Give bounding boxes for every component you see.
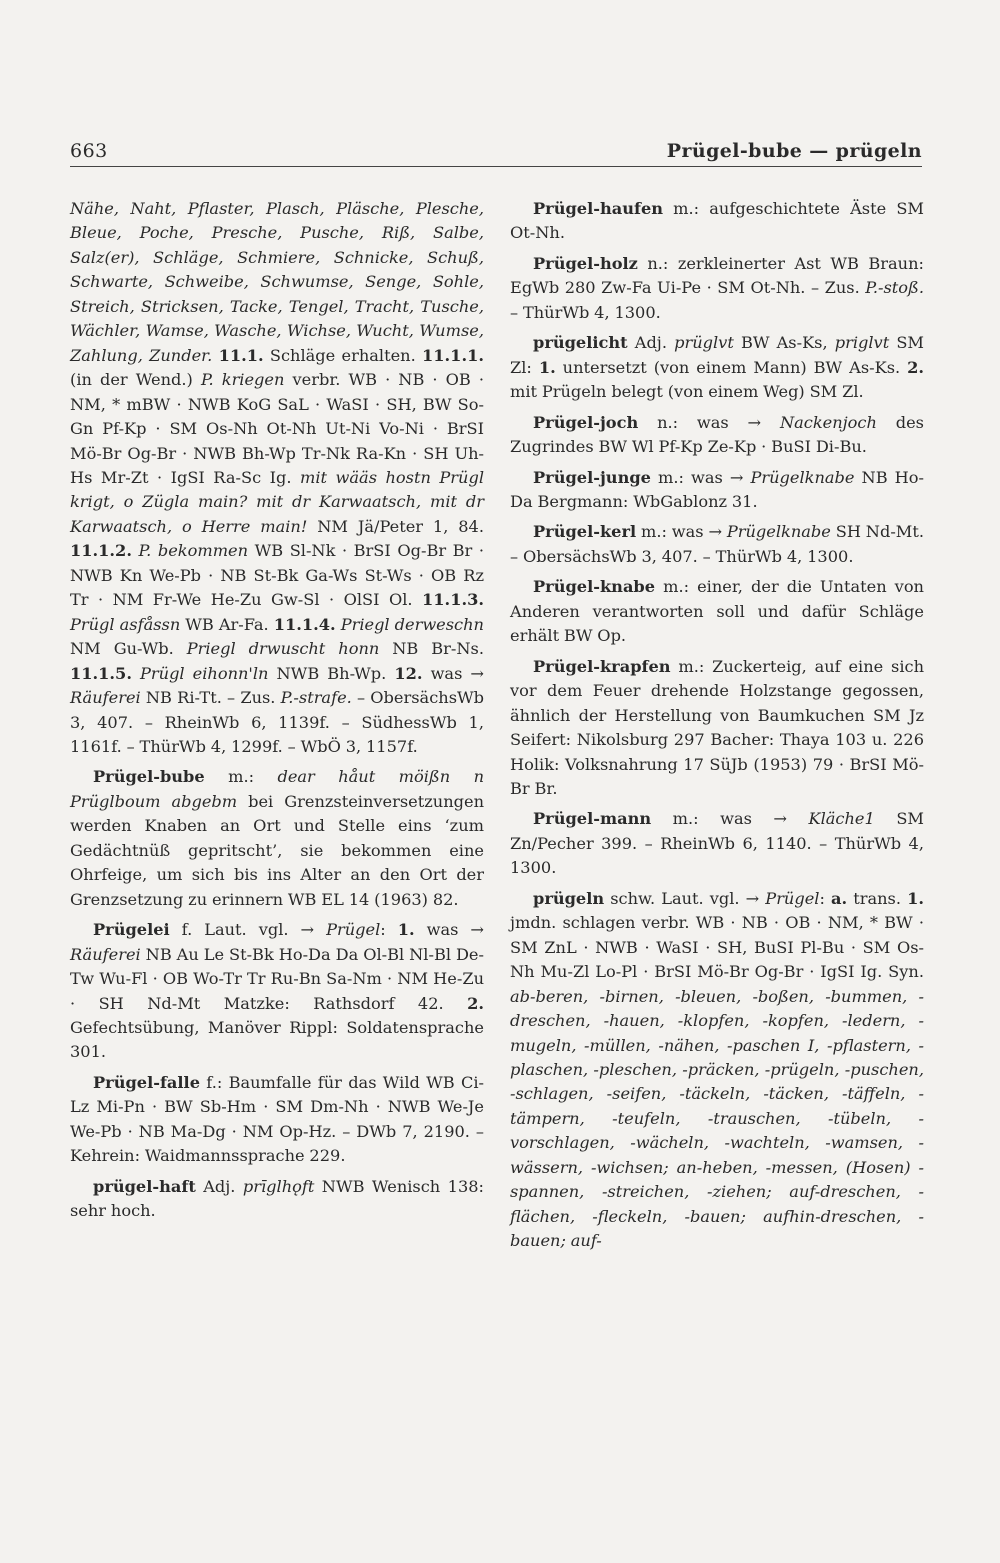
dictionary-entry: Prügel-joch n.: was → Nackenjoch des Zugrindes BW Wl Pf-Kp Ze-Kp · BuSI Di-Bu. xyxy=(510,412,924,457)
dictionary-entry: Prügel-junge m.: was → Prügelknabe NB Ho-Da Bergmann: WbGablonz 31. xyxy=(510,467,924,511)
dictionary-entry: Prügel-falle f.: Baumfalle für das Wild WB Ci-Lz Mi-Pn · BW Sb-Hm · SM Dm-Nh · NWB We-Je We-Pb · NB Ma-Dg · NM Op-Hz. – DWb 7, 2190. – Kehrein: Waidmannssprache 229. xyxy=(70,1072,484,1166)
dictionary-entry: prügeln schw. Laut. vgl. → Prügel: a. trans. 1. jmdn. schlagen verbr. WB · NB · OB · NM, * BW · SM ZnL · NWB · WaSI · SH, BuSI Pl-Bu · SM Os-Nh Mu-Zl Lo-Pl · BrSI Mö-Br Og-Br · IgSI Ig. Syn. ab-beren, -birnen, -bleuen, -boßen, -bummen, -dreschen, -hauen, -klopfen, -kopfen, -ledern, -mugeln, -müllen, -nähen, -paschen I, -pflastern, -plaschen, -pleschen, -präcken, -prügeln, -puschen, -schlagen, -seifen, -täckeln, -täcken, -täffeln, -tämpern, -teufeln, -trauschen, -tübeln, -vorschlagen, -wächeln, -wachteln, -wamsen, -wässern, -wichsen; an-heben, -messen, (Hosen) -spannen, -streichen, -ziehen; auf-dreschen, -flächen, -fleckeln, -bauen; aufhin-dreschen, -bauen; auf- xyxy=(510,888,924,1251)
dictionary-entry: Prügel-holz n.: zerkleinerter Ast WB Braun: EgWb 280 Zw-Fa Ui-Pe · SM Ot-Nh. – Zus. P.-stoß. – ThürWb 4, 1300. xyxy=(510,253,924,322)
dictionary-entry: Prügel-kerl m.: was → Prügelknabe SH Nd-Mt. – ObersächsWb 3, 407. – ThürWb 4, 1300. xyxy=(510,522,925,566)
dictionary-entry: Prügel-bube m.: dear håut möißn n Prüglboum abgebm bei Grenzsteinversetzungen werden Knaben an Ort und Stelle eins ‘zum Gedächtnüß gepritscht’, sie bekommen eine Ohrfeige, um sich bis ins Alter an den Ort der Grenzsetzung zu erinnern WB EL 14 (1963) 82. xyxy=(70,767,485,909)
page-number: 663 xyxy=(70,140,108,162)
header-rule xyxy=(70,166,922,167)
running-title: Prügel-bube — prügeln xyxy=(666,140,922,162)
dictionary-entry: prügel-haft Adj. prīglhǫft NWB Wenisch 138: sehr hoch. xyxy=(70,1176,484,1221)
dictionary-entry: Prügel-knabe m.: einer, der die Untaten von Anderen verantworten soll und dafür Schläge erhält BW Op. xyxy=(510,577,924,646)
entry-continuation: Nähe, Naht, Pflaster, Plasch, Pläsche, Plesche, Bleue, Poche, Presche, Pusche, Riß, Salbe, Salz(er), Schläge, Schmiere, Schnicke, Schuß, Schwarte, Schweibe, Schwumse, Senge, Sohle, Streich, Stricksen, Tacke, Tengel, Tracht, Tusche, Wächler, Wamse, Wasche, Wichse, Wucht, Wumse, Zahlung, Zunder. 11.1. Schläge erhalten. 11.1.1. (in der Wend.) P. kriegen verbr. WB · NB · OB · NM, * mBW · NWB KoG SaL · WaSI · SH, BW So-Gn Pf-Kp · SM Os-Nh Ot-Nh Ut-Ni Vo-Ni · BrSI Mö-Br Og-Br · NWB Bh-Wp Tr-Nk Ra-Kn · SH Uh-Hs Mr-Zt · IgSI Ra-Sc Ig. mit wääs hostn Prügl krigt, o Zügla main? mit dr Karwaatsch, mit dr Karwaatsch, o Herre main! NM Jä/Peter 1, 84. 11.1.2. P. bekommen WB Sl-Nk · BrSI Og-Br Br · NWB Kn We-Pb · NB St-Bk Ga-Ws St-Ws · OB Rz Tr · NM Fr-We He-Zu Gw-Sl · OlSI Ol. 11.1.3. Prügl asfåssn WB Ar-Fa. 11.1.4. Priegl derweschn NM Gu-Wb. Priegl drwuscht honn NB Br-Ns. 11.1.5. Prügl eihonn'ln NWB Bh-Wp. 12. was → Räuferei NB Ri-Tt. – Zus. P.-strafe. – ObersächsWb 3, 407. – RheinWb 6, 1139f. – SüdhessWb 1, 1161f. – ThürWb 4, 1299f. – WbÖ 3, 1157f. xyxy=(70,199,485,756)
left-column xyxy=(70,197,484,1230)
dictionary-entry: Prügel-krapfen m.: Zuckerteig, auf eine sich vor dem Feuer drehende Holzstange gegossen, ähnlich der Herstellung von Baumkuchen SM Jz Seifert: Nikolsburg 297 Bacher: Thaya 103 u. 226 Holik: Volksnahrung 17 SüJb (1953) 79 · BrSI Mö-Br Br. xyxy=(510,656,924,798)
right-column xyxy=(510,197,924,1260)
dictionary-entry: Prügelei f. Laut. vgl. → Prügel: 1. was → Räuferei NB Au Le St-Bk Ho-Da Da Ol-Bl Nl-Bl De-Tw Wu-Fl · OB Wo-Tr Tr Ru-Bn Sa-Nm · NM He-Zu · SH Nd-Mt Matzke: Rathsdorf 42. 2. Gefechtsübung, Manöver Rippl: Soldatensprache 301. xyxy=(70,920,484,1062)
dictionary-entry: prügelicht Adj. prüglvt BW As-Ks, priglvt SM Zl: 1. untersetzt (von einem Mann) BW As-Ks. 2. mit Prügeln belegt (von einem Weg) SM Zl. xyxy=(510,333,924,402)
page-header xyxy=(70,132,922,166)
dictionary-entry: Prügel-mann m.: was → Kläche1 SM Zn/Pecher 399. – RheinWb 6, 1140. – ThürWb 4, 1300. xyxy=(510,809,924,878)
dictionary-entry: Prügel-haufen m.: aufgeschichtete Äste SM Ot-Nh. xyxy=(510,199,924,243)
